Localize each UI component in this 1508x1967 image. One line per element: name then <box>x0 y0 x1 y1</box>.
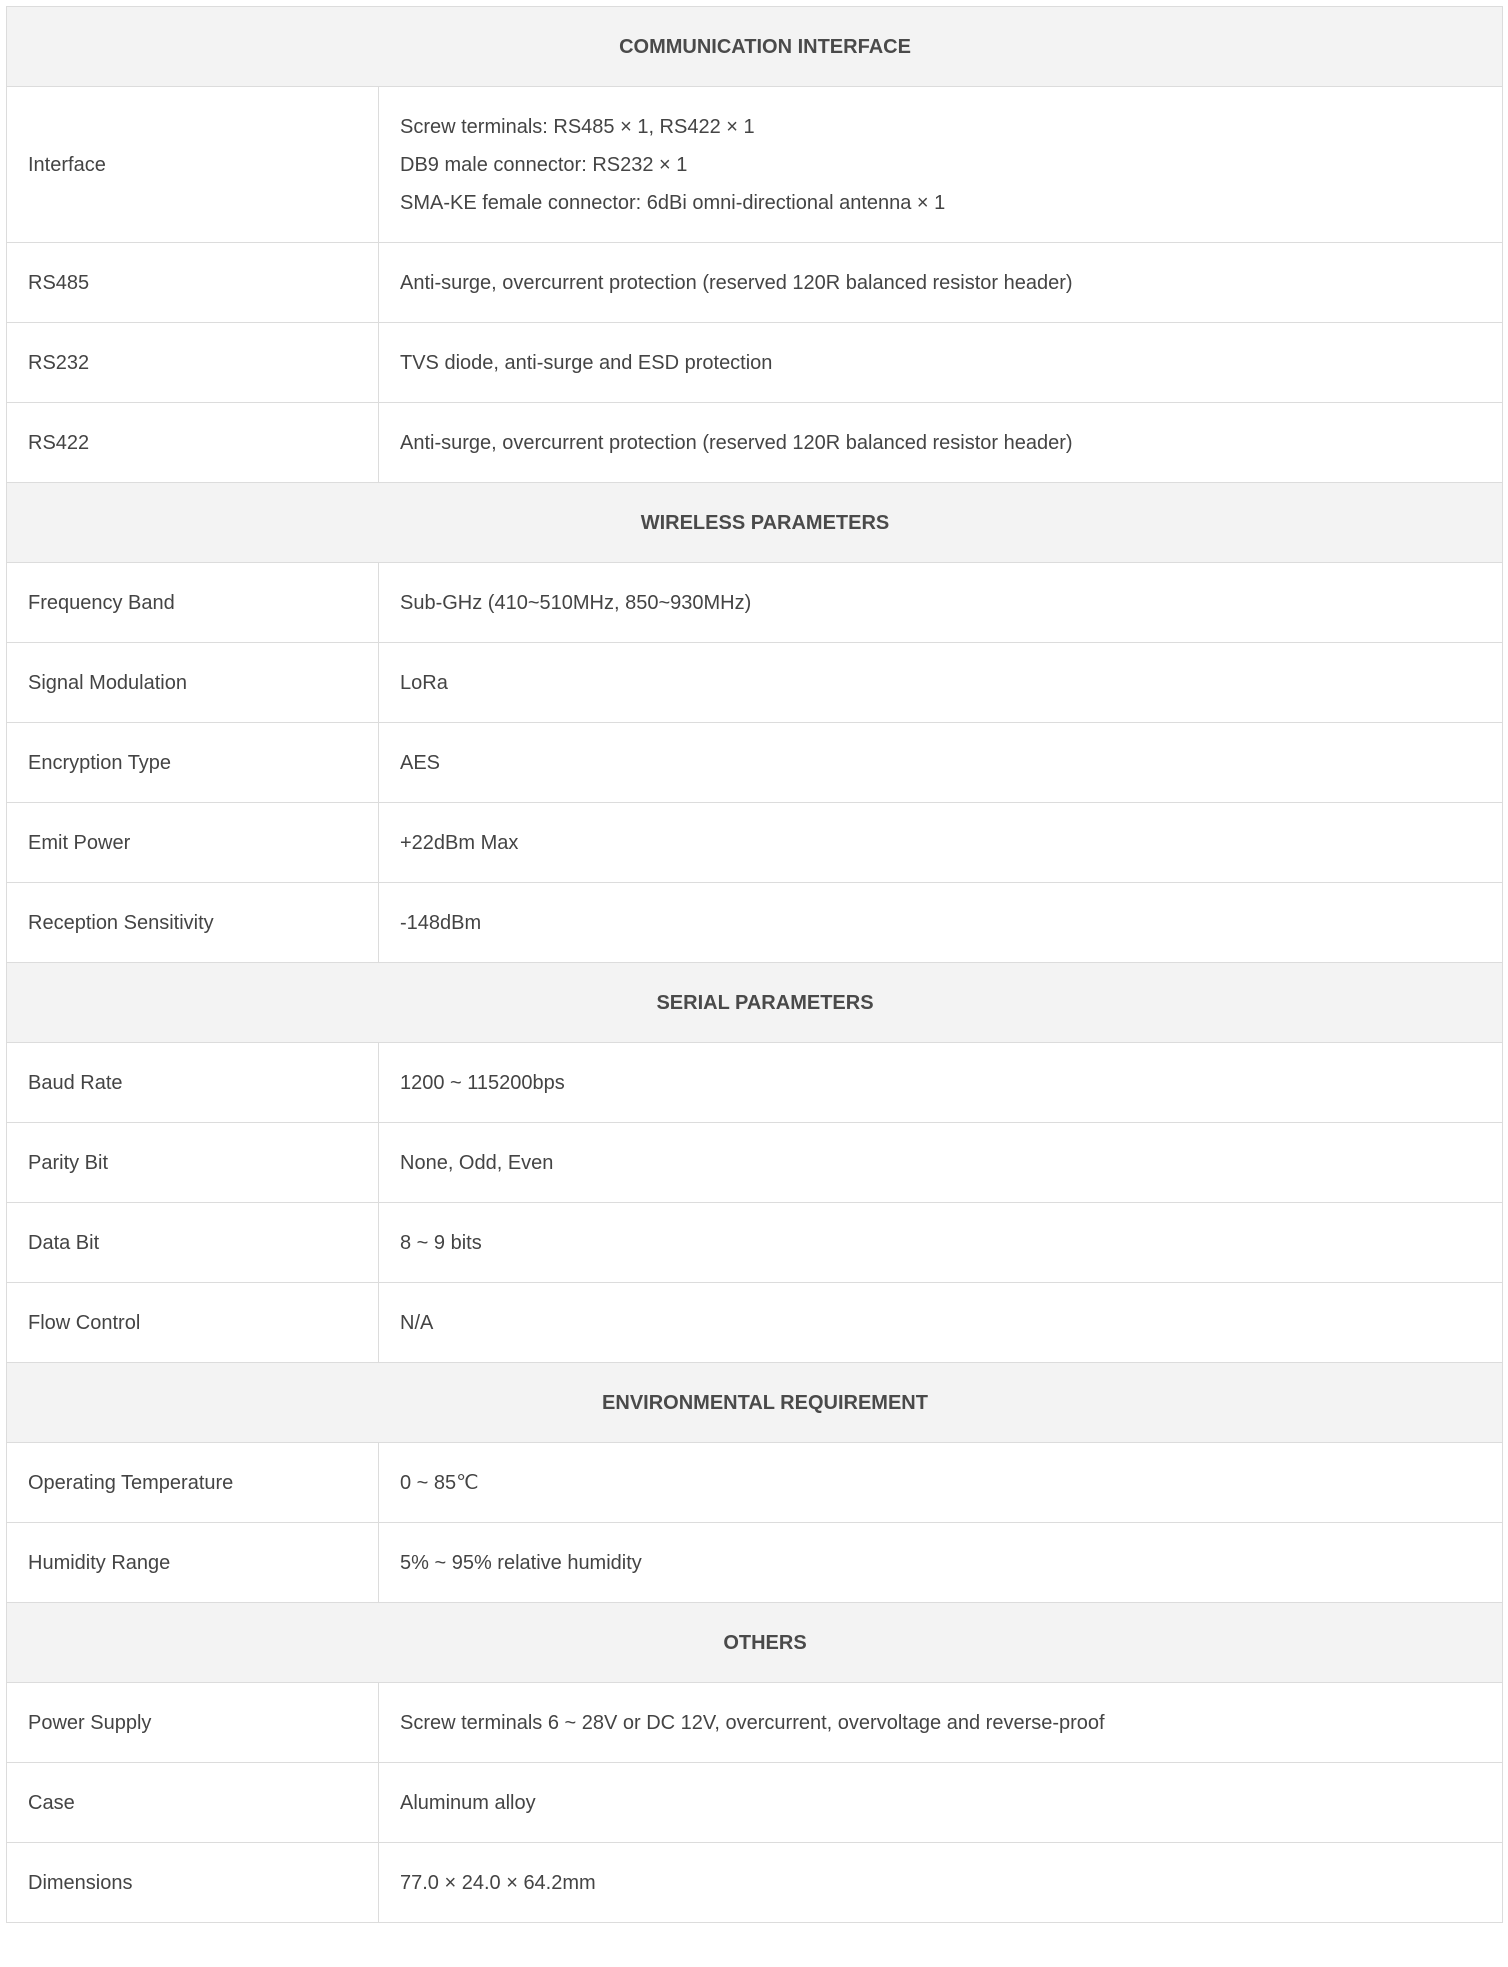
spec-row-humidity-range <box>7 1523 1503 1603</box>
spec-value-line: LoRa <box>400 671 448 694</box>
spec-value <box>379 323 1503 403</box>
spec-row-frequency-band <box>7 563 1503 643</box>
spec-value-line: None, Odd, Even <box>400 1151 554 1174</box>
section-title: SERIAL PARAMETERS <box>7 963 1503 1043</box>
spec-row-interface <box>7 87 1503 243</box>
section-header-communication-interface <box>7 7 1503 87</box>
spec-label: Frequency Band <box>7 563 379 643</box>
spec-table-body <box>7 7 1503 1923</box>
spec-row-parity-bit <box>7 1123 1503 1203</box>
spec-label: Reception Sensitivity <box>7 883 379 963</box>
spec-value <box>379 1123 1503 1203</box>
spec-row-emit-power <box>7 803 1503 883</box>
spec-row-case <box>7 1763 1503 1843</box>
spec-value <box>379 1763 1503 1843</box>
spec-value-line: Anti-surge, overcurrent protection (reserved 120R balanced resistor header) <box>400 271 1073 294</box>
spec-value <box>379 403 1503 483</box>
spec-value-line: +22dBm Max <box>400 831 519 854</box>
spec-value <box>379 1843 1503 1923</box>
spec-value <box>379 803 1503 883</box>
spec-row-data-bit <box>7 1203 1503 1283</box>
spec-row-signal-modulation <box>7 643 1503 723</box>
spec-value-line: Screw terminals: RS485 × 1, RS422 × 1 <box>400 115 755 138</box>
spec-row-dimensions <box>7 1843 1503 1923</box>
spec-value-line: TVS diode, anti-surge and ESD protection <box>400 351 773 374</box>
section-title: OTHERS <box>7 1603 1503 1683</box>
spec-value-line: Sub-GHz (410~510MHz, 850~930MHz) <box>400 591 752 614</box>
spec-value-line: 0 ~ 85℃ <box>400 1471 479 1494</box>
spec-row-reception-sensitivity <box>7 883 1503 963</box>
spec-value <box>379 883 1503 963</box>
spec-label: Interface <box>7 87 379 243</box>
spec-label: Emit Power <box>7 803 379 883</box>
spec-value-line: Screw terminals 6 ~ 28V or DC 12V, overcurrent, overvoltage and reverse-proof <box>400 1711 1105 1734</box>
spec-value <box>379 563 1503 643</box>
spec-label: Operating Temperature <box>7 1443 379 1523</box>
spec-label: Parity Bit <box>7 1123 379 1203</box>
spec-row-rs485 <box>7 243 1503 323</box>
section-header-environmental-requirement <box>7 1363 1503 1443</box>
spec-value-line: -148dBm <box>400 911 482 934</box>
spec-label: Case <box>7 1763 379 1843</box>
spec-label: RS232 <box>7 323 379 403</box>
spec-value <box>379 1043 1503 1123</box>
spec-row-operating-temperature <box>7 1443 1503 1523</box>
spec-label: Dimensions <box>7 1843 379 1923</box>
spec-label: Power Supply <box>7 1683 379 1763</box>
spec-label: Baud Rate <box>7 1043 379 1123</box>
spec-value-line: Aluminum alloy <box>400 1791 536 1814</box>
spec-value-line: DB9 male connector: RS232 × 1 <box>400 153 688 176</box>
spec-value <box>379 1203 1503 1283</box>
spec-value-line: 8 ~ 9 bits <box>400 1231 482 1254</box>
spec-label: RS485 <box>7 243 379 323</box>
spec-value-line: N/A <box>400 1311 434 1334</box>
section-header-others <box>7 1603 1503 1683</box>
spec-label: Encryption Type <box>7 723 379 803</box>
spec-row-flow-control <box>7 1283 1503 1363</box>
section-title: COMMUNICATION INTERFACE <box>7 7 1503 87</box>
spec-row-rs232 <box>7 323 1503 403</box>
section-title: WIRELESS PARAMETERS <box>7 483 1503 563</box>
spec-label: Humidity Range <box>7 1523 379 1603</box>
spec-row-encryption-type <box>7 723 1503 803</box>
spec-value-line: SMA-KE female connector: 6dBi omni-directional antenna × 1 <box>400 191 946 214</box>
spec-table <box>6 6 1503 1923</box>
spec-row-baud-rate <box>7 1043 1503 1123</box>
spec-label: Flow Control <box>7 1283 379 1363</box>
spec-value-line: 1200 ~ 115200bps <box>400 1071 565 1094</box>
spec-label: Data Bit <box>7 1203 379 1283</box>
spec-value <box>379 1443 1503 1523</box>
spec-value <box>379 243 1503 323</box>
spec-row-rs422 <box>7 403 1503 483</box>
spec-value-line: Anti-surge, overcurrent protection (reserved 120R balanced resistor header) <box>400 431 1073 454</box>
spec-value <box>379 643 1503 723</box>
spec-value-line: 5% ~ 95% relative humidity <box>400 1551 642 1574</box>
spec-value-line: AES <box>400 751 441 774</box>
spec-label: RS422 <box>7 403 379 483</box>
spec-value <box>379 1283 1503 1363</box>
spec-row-power-supply <box>7 1683 1503 1763</box>
spec-value-line: 77.0 × 24.0 × 64.2mm <box>400 1871 596 1894</box>
spec-value <box>379 1523 1503 1603</box>
spec-value <box>379 1683 1503 1763</box>
spec-value <box>379 87 1503 243</box>
spec-label: Signal Modulation <box>7 643 379 723</box>
section-header-wireless-parameters <box>7 483 1503 563</box>
section-header-serial-parameters <box>7 963 1503 1043</box>
section-title: ENVIRONMENTAL REQUIREMENT <box>7 1363 1503 1443</box>
spec-value <box>379 723 1503 803</box>
